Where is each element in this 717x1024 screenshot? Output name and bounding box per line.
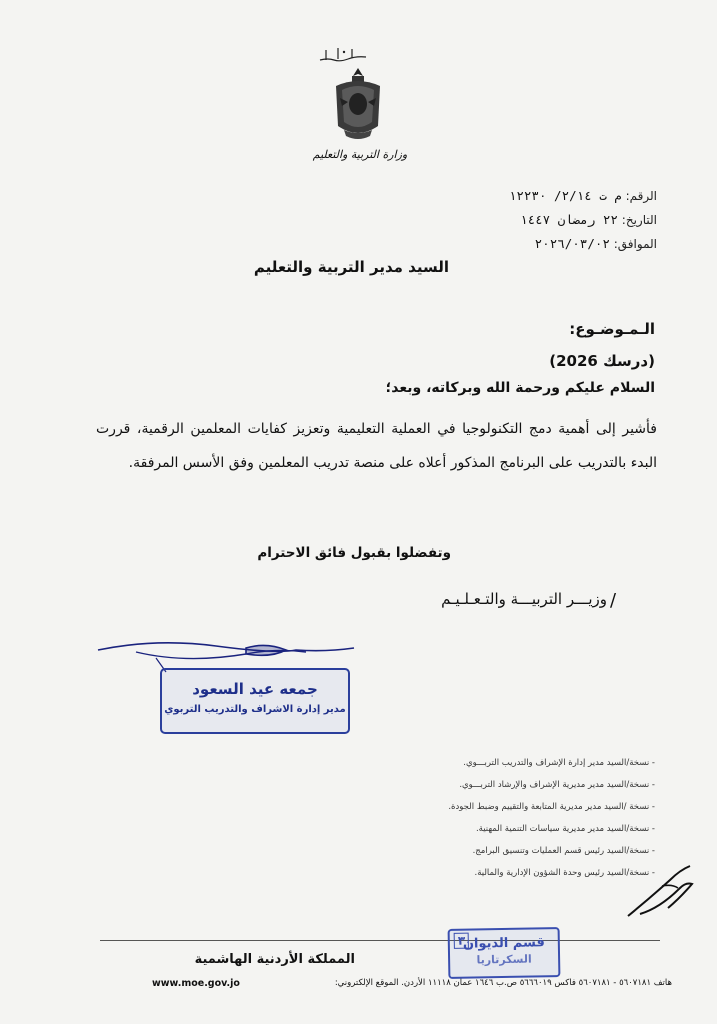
footer-website-link[interactable]: www.moe.gov.jo <box>152 978 240 989</box>
copy-item: - نسخة/السيد مدير مديرية الإشراف والإرشاد التربـــوي. <box>325 774 655 796</box>
minister-title: وزيـــر التربيـــة والتـعـلـيـم <box>441 590 607 608</box>
jordan-coat-of-arms-icon <box>330 66 386 146</box>
copy-item: - نسخة/السيد مدير مديرية سياسات التنمية المهنية. <box>325 818 655 840</box>
reference-block <box>509 184 657 256</box>
copy-item: - نسخة/السيد مدير إدارة الإشراف والتدريب التربـــوي. <box>325 752 655 774</box>
subject-label: الـمـوضـوع: <box>569 320 655 338</box>
copy-item: - نسخة /السيد مدير مديرية المتابعة والتقييم وضبط الجودة. <box>325 796 655 818</box>
reference-number-label: الرقم: <box>625 189 657 203</box>
reference-date-row <box>509 208 657 232</box>
copy-item: - نسخة/السيد رئيس قسم العمليات وتنسيق البرامج. <box>325 840 655 862</box>
diwan-stamp-number: ٣ <box>454 933 470 949</box>
basmala-calligraphy-icon <box>318 44 370 66</box>
addressee: السيد مدير التربية والتعليم <box>253 258 449 276</box>
stamp-title: مدير إدارة الاشراف والتدريب التربوي <box>164 704 346 715</box>
footer-contact: هاتف ٥٦٠٧١٨١ - ٥٦٠٧١٨١ فاكس ٥٦٦٦٠١٩ ص.ب ١٦٤٦ عمان ١١١١٨ الأردن. الموقع الإلكتروني: <box>334 978 672 988</box>
greeting: السلام عليكم ورحمة الله وبركاته، وبعد؛ <box>385 380 655 396</box>
stamp-name: جمعه عيد السعود <box>192 680 318 698</box>
diwan-stamp-title: قسم الديوان <box>462 935 545 952</box>
reference-date-value: ٢٢ رمضان ١٤٤٧ <box>520 212 618 227</box>
reference-gregorian-value: ٢٠٢٦/٠٣/٠٢ <box>534 236 610 251</box>
diwan-stamp-subtitle: السكرتاريا <box>476 952 532 967</box>
reference-date-label: التاريخ: <box>621 213 657 227</box>
reference-gregorian-row <box>509 232 657 256</box>
reference-number-value: م ت ٢/١٤/ ١٢٢٣٠ <box>508 188 622 203</box>
footer-divider <box>100 940 660 941</box>
footer-kingdom: المملكة الأردنية الهاشمية <box>194 952 355 967</box>
closing-phrase: وتفضلوا بقبول فائق الاحترام <box>257 545 451 561</box>
subject-value: (درسك 2026) <box>549 352 655 370</box>
minister-slash: / <box>610 590 617 611</box>
ministry-name: وزارة التربية والتعليم <box>312 148 408 161</box>
reference-number-row <box>509 184 657 208</box>
initials-signature-icon <box>620 858 700 922</box>
reference-gregorian-label: الموافق: <box>613 237 657 251</box>
diwan-stamp <box>448 927 561 979</box>
copies-list <box>325 752 655 884</box>
copy-item: - نسخة/السيد رئيس وحدة الشؤون الإدارية والمالية. <box>325 862 655 884</box>
official-name-stamp <box>160 668 350 734</box>
letter-body: فأشير إلى أهمية دمج التكنولوجيا في العملية التعليمية وتعزيز كفايات المعلمين الرقمية، قررت البدء بالتدريب على البرنامج المذكور أعلاه على منصة تدريب المعلمين وفق الأسس المرفقة. <box>96 421 657 471</box>
